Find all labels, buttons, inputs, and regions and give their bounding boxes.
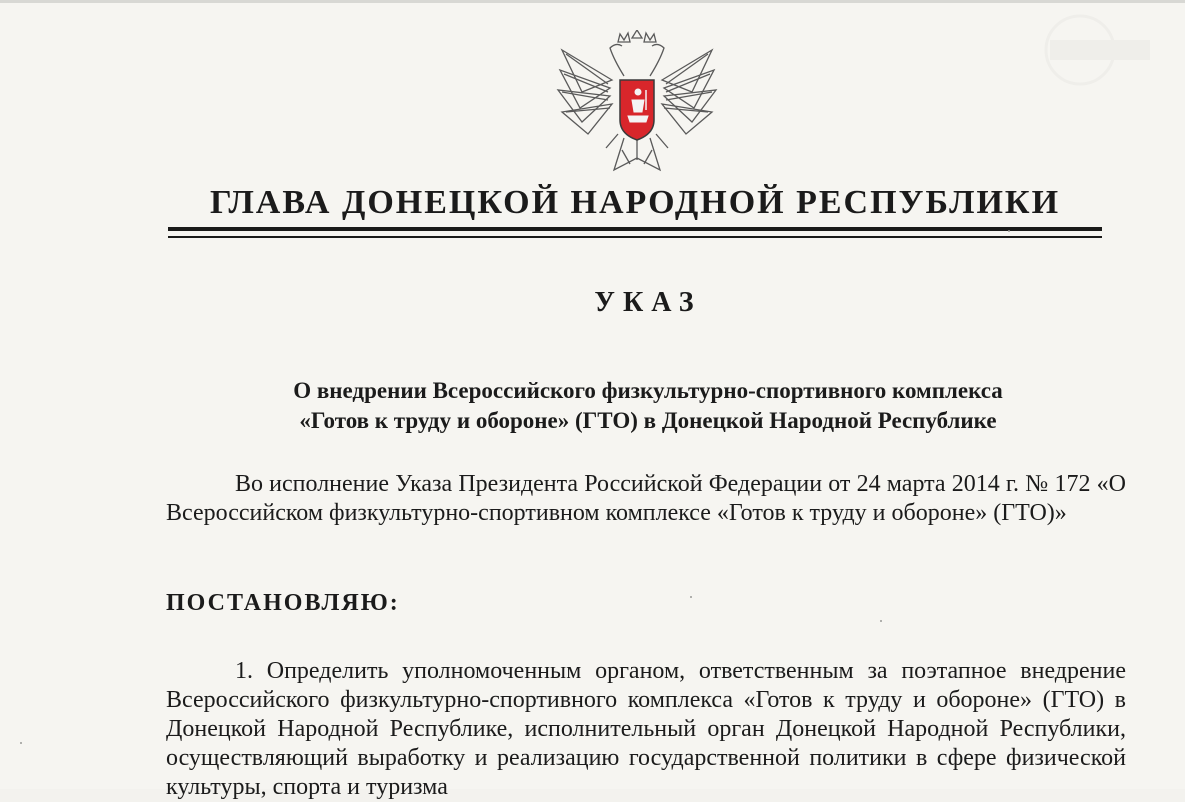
scan-top-edge xyxy=(0,0,1185,3)
header-rule-thin xyxy=(168,236,1102,238)
issuer-title: ГЛАВА ДОНЕЦКОЙ НАРОДНОЙ РЕСПУБЛИКИ xyxy=(209,184,1061,221)
watermark-icon xyxy=(1020,10,1160,90)
scan-speck xyxy=(1008,230,1010,232)
document-type: УКАЗ xyxy=(594,287,702,318)
scan-speck xyxy=(20,742,22,744)
double-headed-eagle-emblem-icon xyxy=(552,30,722,175)
decree-paragraph-1: 1. Определить уполномоченным органом, ответственным за поэтапное внедрение Всероссийского физкультурно-спортивного комплекса «Готов к труду и обороне» (ГТО) в Донецкой Народной Республике, исполнительный орган Донецкой Народной Республики, осуществляющий выработку и реализацию государственной политики в сфере физической культуры, спорта и туризма xyxy=(166,658,1126,800)
subject-line-1: О внедрении Всероссийского физкультурно-спортивного комплекса xyxy=(293,378,1003,403)
preamble-paragraph: Во исполнение Указа Президента Российской Федерации от 24 марта 2014 г. № 172 «О Всероссийском физкультурно-спортивном комплексе «Готов к труду и обороне» (ГТО)» xyxy=(166,471,1126,526)
scan-speck xyxy=(690,596,692,598)
decree-heading: ПОСТАНОВЛЯЮ: xyxy=(166,590,400,616)
subject-line-2: «Готов к труду и обороне» (ГТО) в Донецкой Народной Республике xyxy=(299,408,997,433)
header-rule-thick xyxy=(168,227,1102,231)
document-subject xyxy=(170,376,1126,436)
scan-speck xyxy=(880,620,882,622)
